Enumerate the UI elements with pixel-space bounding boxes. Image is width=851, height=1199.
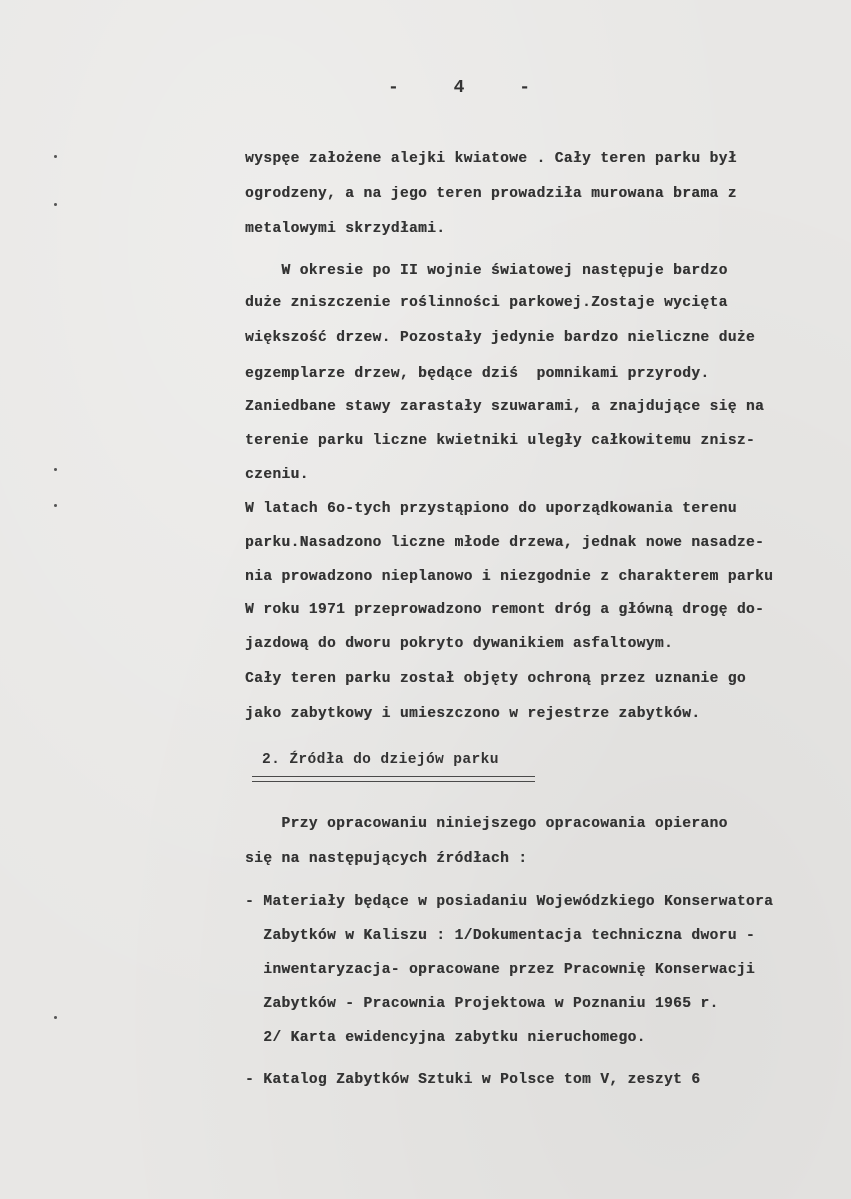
text-line: Zabytków - Pracownia Projektowa w Poznaniu 1965 r. (245, 996, 719, 1012)
text-line: jazdową do dworu pokryto dywanikiem asfaltowym. (245, 636, 674, 652)
text-line: jako zabytkowy i umieszczono w rejestrze zabytków. (245, 706, 701, 722)
text-line: się na następujących źródłach : (245, 851, 528, 867)
text-line: W latach 6o-tych przystąpiono do uporządkowania terenu (245, 501, 737, 517)
text-line: - Katalog Zabytków Sztuki w Polsce tom V, zeszyt 6 (245, 1072, 701, 1088)
text-line: większość drzew. Pozostały jedynie bardzo nieliczne duże (245, 330, 756, 346)
text-line: parku.Nasadzono liczne młode drzewa, jednak nowe nasadze- (245, 535, 765, 551)
text-line: inwentaryzacja- opracowane przez Pracownię Konserwacji (245, 962, 756, 978)
heading-underline-1 (252, 776, 535, 777)
punch-mark (54, 504, 57, 507)
page-number: - 4 - (388, 78, 553, 98)
text-line: Przy opracowaniu niniejszego opracowania opierano (245, 816, 728, 832)
punch-mark (54, 203, 57, 206)
punch-mark (54, 155, 57, 158)
text-line: 2/ Karta ewidencyjna zabytku nieruchomego. (245, 1030, 646, 1046)
text-line: egzemplarze drzew, będące dziś pomnikami przyrody. (245, 366, 710, 382)
text-line: Cały teren parku został objęty ochroną przez uznanie go (245, 671, 746, 687)
text-line: Zaniedbane stawy zarastały szuwarami, a znajdujące się na (245, 399, 765, 415)
text-line: ogrodzeny, a na jego teren prowadziła murowana brama z (245, 186, 737, 202)
punch-mark (54, 468, 57, 471)
text-line: W roku 1971 przeprowadzono remont dróg a główną drogę do- (245, 602, 765, 618)
heading-underline-2 (252, 781, 535, 782)
text-line: W okresie po II wojnie światowej następuje bardzo (245, 263, 728, 279)
text-line: czeniu. (245, 467, 309, 483)
section-heading: 2. Źródła do dziejów parku (262, 752, 499, 768)
text-line: Zabytków w Kaliszu : 1/Dokumentacja techniczna dworu - (245, 928, 756, 944)
text-line: wyspęe założene alejki kwiatowe . Cały teren parku był (245, 151, 737, 167)
punch-mark (54, 1016, 57, 1019)
text-line: terenie parku liczne kwietniki uległy całkowitemu znisz- (245, 433, 756, 449)
text-line: metalowymi skrzydłami. (245, 221, 446, 237)
text-line: nia prowadzono nieplanowo i niezgodnie z charakterem parku (245, 569, 774, 585)
text-line: duże zniszczenie roślinności parkowej.Zostaje wycięta (245, 295, 728, 311)
text-line: - Materiały będące w posiadaniu Wojewódzkiego Konserwatora (245, 894, 774, 910)
